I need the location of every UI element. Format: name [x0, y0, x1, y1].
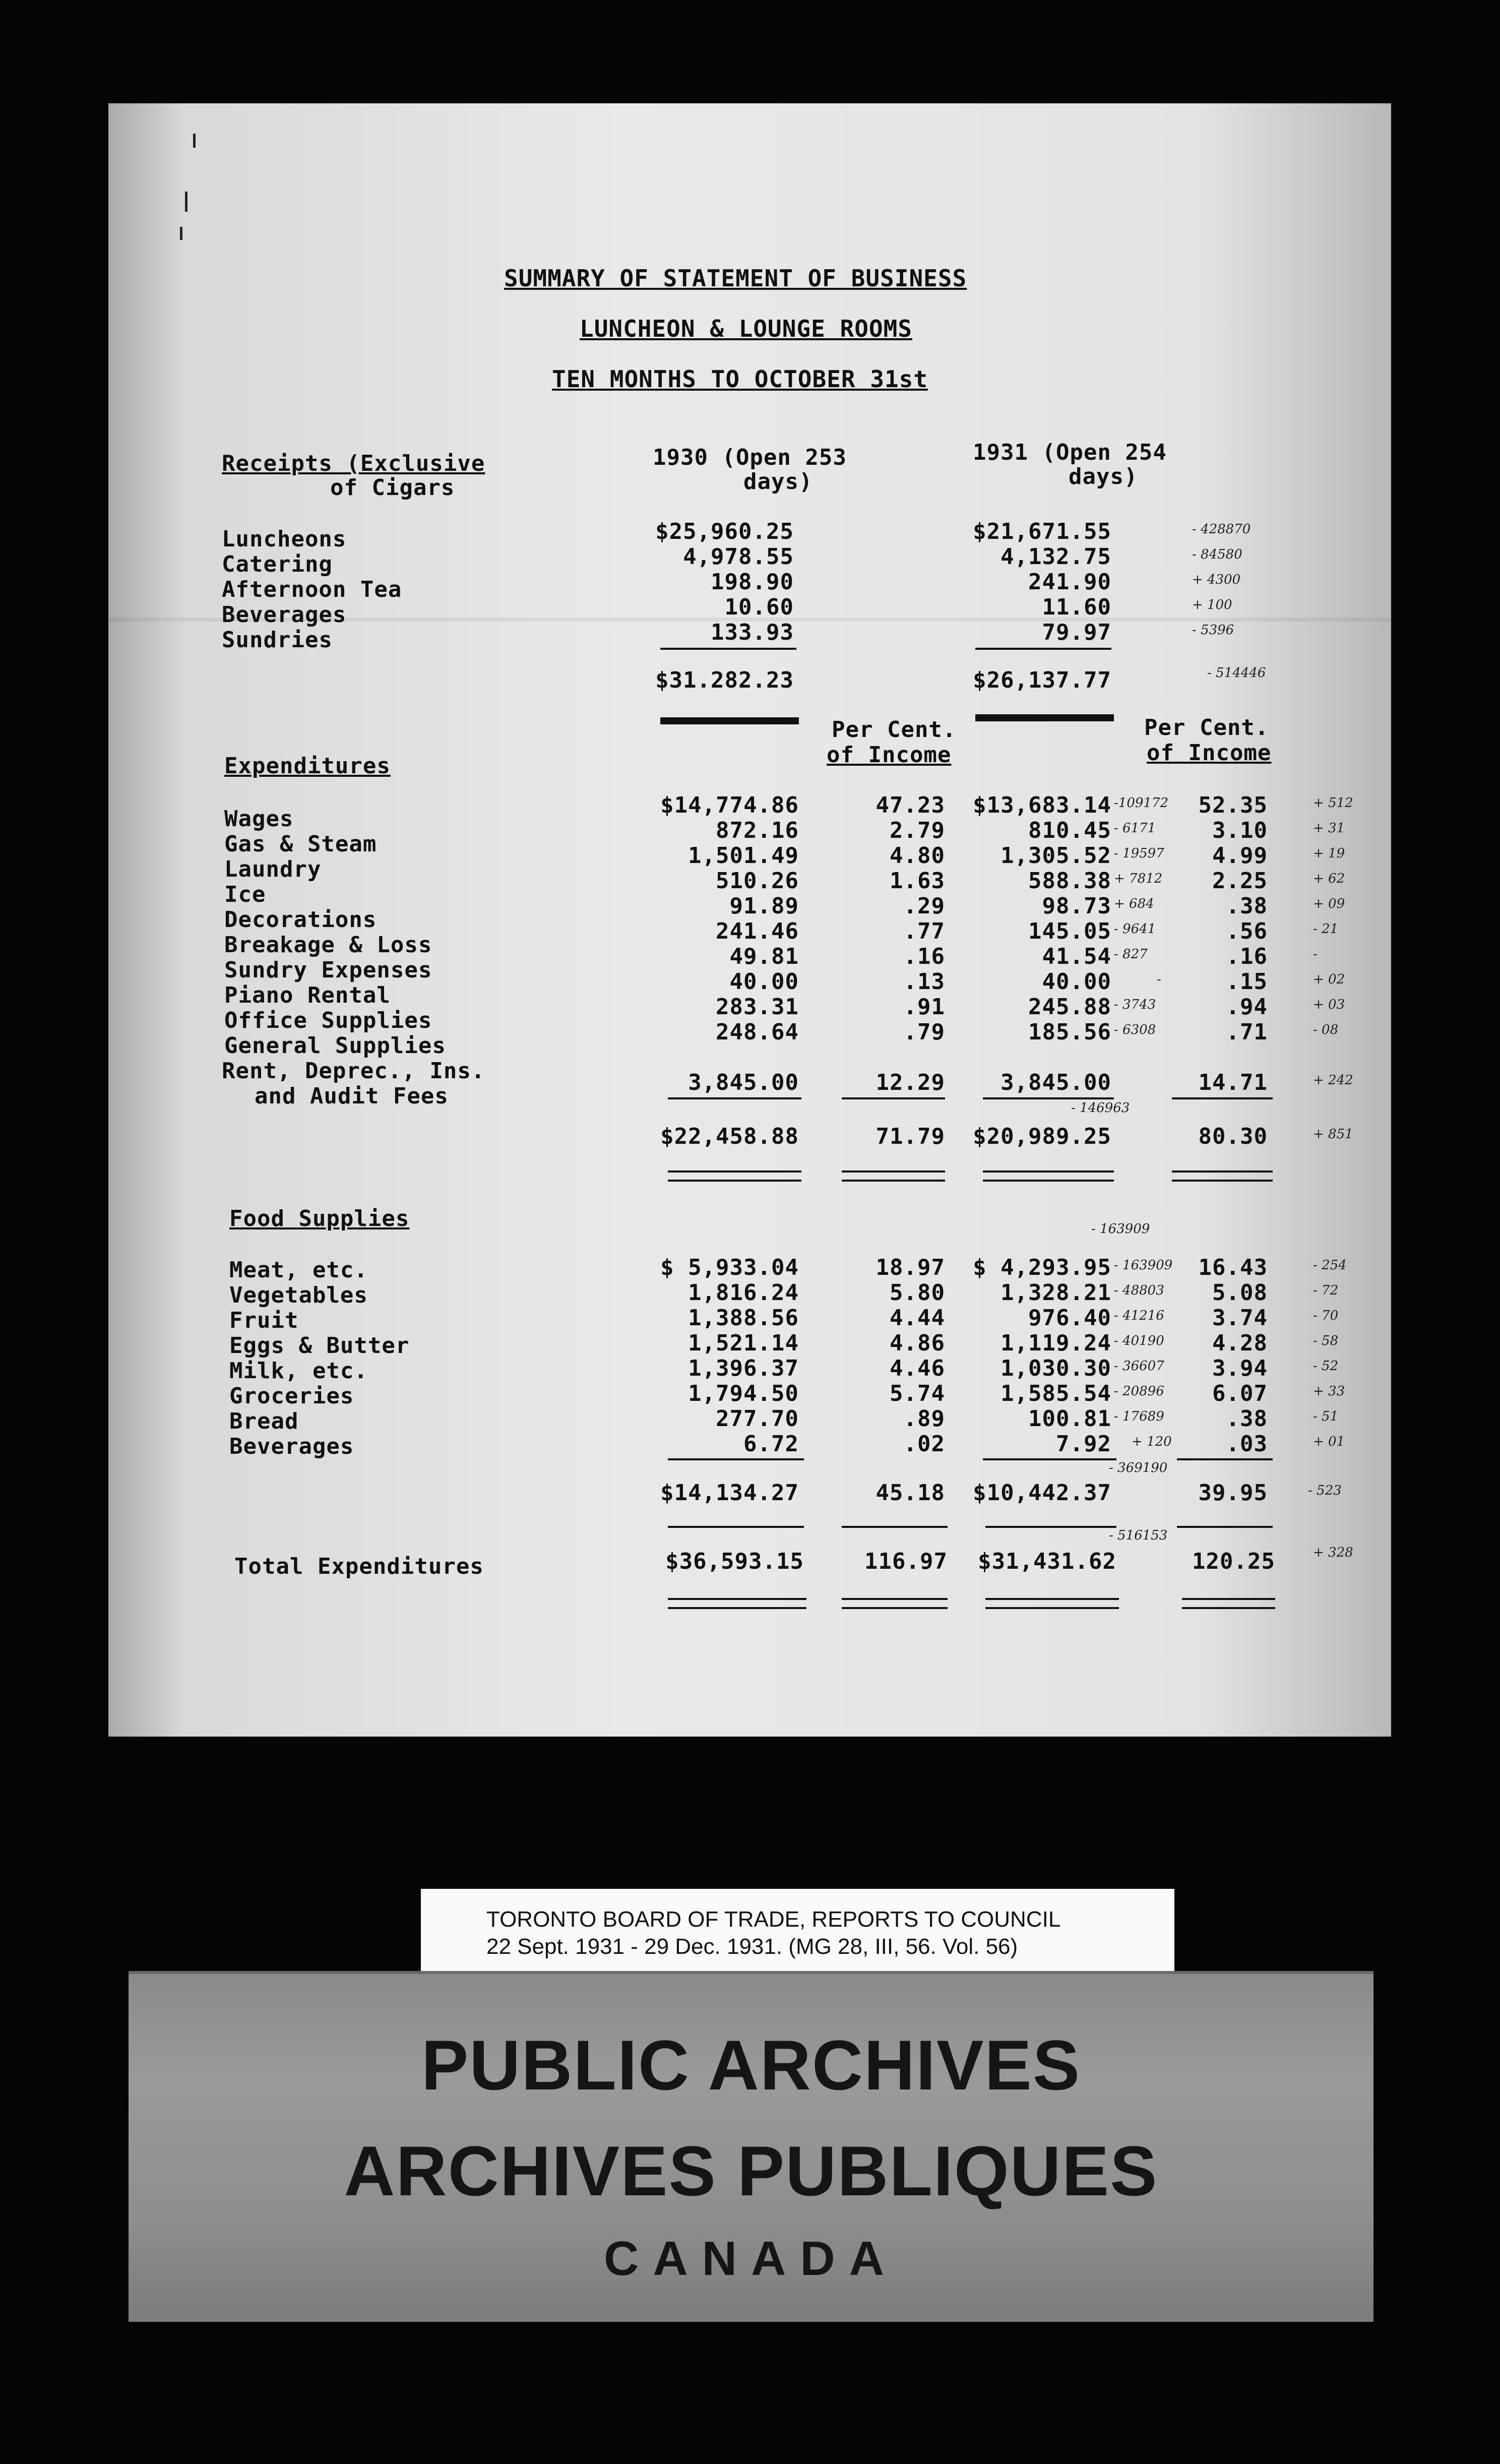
grand-total-rule: [842, 1598, 948, 1609]
expense-total-1930: $22,458.88: [660, 1124, 799, 1149]
grand-total-label: Total Expenditures: [234, 1554, 484, 1579]
food-1930: $ 5,933.04: [660, 1255, 799, 1280]
expense-label: Laundry: [224, 856, 322, 882]
receipt-1930: 10.60: [724, 594, 794, 620]
food-label: Milk, etc.: [229, 1358, 368, 1384]
expense-1930: 510.26: [716, 868, 799, 894]
food-note: - 163909: [1114, 1258, 1173, 1273]
food-change: - 254: [1313, 1258, 1347, 1273]
expense-label: Wages: [224, 806, 294, 832]
food-1931: 100.81: [1028, 1406, 1111, 1432]
food-1930: 1,521.14: [688, 1330, 799, 1356]
food-pct-1930: 4.86: [890, 1330, 945, 1356]
expense-total-1931: $20,989.25: [973, 1124, 1111, 1149]
expense-pct-1930: .13: [903, 969, 945, 995]
expense-change: + 242: [1313, 1073, 1353, 1088]
grand-total-note: - 516153: [1109, 1528, 1168, 1543]
expense-1931: 245.88: [1028, 994, 1111, 1020]
expense-pct-1930: .77: [903, 918, 945, 944]
food-note: - 17689: [1114, 1409, 1164, 1424]
expense-subtotal-rule: [1172, 1097, 1273, 1099]
expense-change: + 62: [1313, 871, 1345, 886]
food-pct-1930: 4.46: [890, 1356, 945, 1381]
expense-pct-1931: .15: [1226, 969, 1268, 995]
grand-total-pct-1931: 120.25: [1192, 1549, 1275, 1574]
punch-mark: [185, 192, 188, 212]
food-subtotal-rule: [983, 1458, 1116, 1460]
expense-1930: $14,774.86: [660, 792, 799, 818]
food-label: Beverages: [229, 1434, 354, 1459]
grand-total-rule: [985, 1598, 1119, 1609]
expense-change: + 851: [1313, 1127, 1353, 1142]
food-pct-1930: 4.44: [890, 1305, 945, 1331]
expense-1931: 40.00: [1042, 969, 1111, 995]
receipt-1931: 4,132.75: [1001, 544, 1111, 570]
expense-change: + 512: [1313, 795, 1353, 811]
food-pct-1931: .03: [1226, 1431, 1268, 1457]
food-note: + 120: [1132, 1434, 1172, 1449]
food-total-rule: [1177, 1526, 1273, 1528]
doc-title: SUMMARY OF STATEMENT OF BUSINESS: [504, 265, 967, 292]
food-1931: 1,328.21: [1001, 1280, 1111, 1306]
expenditures-heading: Expenditures: [224, 753, 391, 779]
archives-stamp: [129, 1971, 1373, 2322]
archive-caption: [421, 1889, 1174, 1980]
expense-note: -109172: [1114, 795, 1169, 811]
rent-note: - 146963: [1071, 1100, 1130, 1116]
food-pct-1931: 3.94: [1212, 1356, 1268, 1381]
expense-1930: 248.64: [716, 1019, 799, 1045]
food-total-1930: $14,134.27: [660, 1480, 799, 1506]
expense-1930: 3,845.00: [688, 1070, 799, 1095]
expense-1930: 49.81: [729, 944, 799, 969]
food-top-note: - 163909: [1091, 1221, 1150, 1237]
expense-label: Breakage & Loss: [224, 932, 432, 958]
receipt-label: Catering: [222, 551, 333, 577]
expense-note: + 7812: [1114, 871, 1163, 886]
expense-change: - 21: [1313, 921, 1339, 937]
food-change: - 58: [1313, 1333, 1339, 1348]
food-pct-1931: 4.28: [1212, 1330, 1268, 1356]
food-total-rule: [668, 1526, 804, 1528]
expense-1930: 1,501.49: [688, 843, 799, 869]
food-pct-1930: .89: [903, 1406, 945, 1432]
expense-note: - 6171: [1114, 821, 1156, 836]
food-change: - 523: [1308, 1483, 1342, 1498]
expense-note: + 684: [1114, 896, 1154, 911]
expense-pct-1930: .79: [903, 1019, 945, 1045]
document-page: [108, 103, 1391, 1737]
expense-label: Gas & Steam: [224, 831, 377, 857]
col-1931-header-2: days): [1069, 464, 1138, 489]
receipt-1931: 79.97: [1042, 620, 1111, 645]
grand-total-1930: $36,593.15: [665, 1549, 804, 1574]
expense-pct-1930: 1.63: [890, 868, 945, 894]
col-1930-header-2: days): [743, 469, 813, 495]
punch-mark: [193, 134, 196, 148]
pct-header-1930: Per Cent.: [832, 717, 957, 743]
food-1930: 1,396.37: [688, 1356, 799, 1381]
expense-1931: 98.73: [1042, 893, 1111, 919]
expense-1930: 241.46: [716, 918, 799, 944]
receipts-heading-2: of Cigars: [330, 475, 455, 501]
food-label: Vegetables: [229, 1282, 368, 1308]
expense-change: + 31: [1313, 821, 1345, 836]
food-subtotal-rule: [668, 1458, 804, 1460]
food-note: - 41216: [1114, 1308, 1164, 1323]
expense-label: Office Supplies: [224, 1008, 432, 1033]
receipts-total-note: - 514446: [1207, 665, 1266, 681]
receipt-label: Beverages: [222, 602, 347, 628]
receipts-total-1931: $26,137.77: [973, 667, 1111, 693]
food-total-pct-1930: 45.18: [876, 1480, 945, 1506]
expense-note: - 19597: [1114, 846, 1164, 861]
food-pct-1931: .38: [1226, 1406, 1268, 1432]
food-label: Eggs & Butter: [229, 1333, 410, 1359]
archive-caption-line: TORONTO BOARD OF TRADE, REPORTS TO COUNCIL: [486, 1907, 1061, 1932]
expense-1931: 41.54: [1042, 944, 1111, 969]
receipt-1931: 11.60: [1042, 594, 1111, 620]
grand-total-pct-1930: 116.97: [864, 1549, 948, 1574]
expense-1931: 588.38: [1028, 868, 1111, 894]
receipt-label: Luncheons: [222, 526, 347, 552]
receipts-total-1930: $31.282.23: [655, 667, 794, 693]
expense-change: + 19: [1313, 846, 1345, 861]
expense-label: General Supplies: [224, 1033, 446, 1059]
food-change: - 72: [1313, 1283, 1339, 1298]
expense-change: - 08: [1313, 1022, 1339, 1037]
food-note: - 20896: [1114, 1384, 1164, 1399]
receipt-1931: 241.90: [1028, 569, 1111, 595]
food-note: - 40190: [1114, 1333, 1164, 1348]
expense-total-rule: [1172, 1171, 1273, 1182]
expense-change: + 09: [1313, 896, 1345, 911]
expense-total-pct-1930: 71.79: [876, 1124, 945, 1149]
food-sub-note: - 369190: [1109, 1460, 1168, 1475]
expense-note: - 827: [1114, 947, 1148, 962]
expense-1930: 40.00: [729, 969, 799, 995]
expense-pct-1931: 3.10: [1212, 818, 1268, 843]
food-pct-1930: 18.97: [876, 1255, 945, 1280]
expense-pct-1931: .16: [1226, 944, 1268, 969]
receipts-subtotal-rule: [975, 648, 1111, 650]
expense-pct-1931: 2.25: [1212, 868, 1268, 894]
expense-1931: $13,683.14: [973, 792, 1111, 818]
receipt-1931: $21,671.55: [973, 519, 1111, 544]
food-1931: 976.40: [1028, 1305, 1111, 1331]
food-pct-1931: 3.74: [1212, 1305, 1268, 1331]
expense-change: + 02: [1313, 972, 1345, 987]
food-label: Fruit: [229, 1308, 299, 1333]
food-change: + 01: [1313, 1434, 1345, 1449]
receipt-label: Sundries: [222, 627, 333, 653]
food-change: - 70: [1313, 1308, 1339, 1323]
expense-pct-1931: 14.71: [1198, 1070, 1268, 1095]
food-pct-1930: 5.74: [890, 1381, 945, 1406]
expense-1930: 872.16: [716, 818, 799, 843]
stamp-line-country: CANADA: [604, 2232, 898, 2286]
receipt-note: + 100: [1192, 597, 1232, 612]
expense-1931: 810.45: [1028, 818, 1111, 843]
expense-1930: 283.31: [716, 994, 799, 1020]
food-note: - 48803: [1114, 1283, 1164, 1298]
expense-label-2: and Audit Fees: [255, 1083, 449, 1109]
receipt-1930: $25,960.25: [655, 519, 794, 544]
expense-pct-1930: .91: [903, 994, 945, 1020]
pct-header-1931: Per Cent.: [1144, 715, 1269, 741]
expense-pct-1931: 52.35: [1198, 792, 1268, 818]
food-1931: 1,585.54: [1001, 1381, 1111, 1406]
doc-subtitle: LUNCHEON & LOUNGE ROOMS: [580, 315, 912, 342]
grand-total-change: + 328: [1313, 1545, 1353, 1560]
food-pct-1930: 5.80: [890, 1280, 945, 1306]
receipt-1930: 198.90: [711, 569, 794, 595]
food-pct-1930: .02: [903, 1431, 945, 1457]
expense-change: + 03: [1313, 997, 1345, 1012]
expense-subtotal-rule: [983, 1097, 1114, 1099]
food-1930: 1,794.50: [688, 1381, 799, 1406]
expense-1930: 91.89: [729, 893, 799, 919]
expense-label: Sundry Expenses: [224, 957, 432, 983]
punch-mark: [180, 227, 182, 240]
expense-1931: 185.56: [1028, 1019, 1111, 1045]
food-subtotal-rule: [1177, 1458, 1273, 1460]
food-total-pct-1931: 39.95: [1198, 1480, 1268, 1506]
expense-pct-1931: .38: [1226, 893, 1268, 919]
grand-total-rule: [1182, 1598, 1275, 1609]
expense-pct-1930: 47.23: [876, 792, 945, 818]
expense-note: - 9641: [1114, 921, 1156, 937]
expense-total-pct-1931: 80.30: [1198, 1124, 1268, 1149]
expense-note: - 6308: [1114, 1022, 1156, 1037]
expense-total-rule: [668, 1171, 801, 1182]
expense-note: - 3743: [1114, 997, 1156, 1012]
expense-note: -: [1157, 972, 1161, 987]
food-total-1931: $10,442.37: [973, 1480, 1111, 1506]
receipt-note: - 5396: [1192, 623, 1234, 638]
expense-label: Piano Rental: [224, 982, 391, 1008]
expense-pct-1931: .94: [1226, 994, 1268, 1020]
food-pct-1931: 6.07: [1212, 1381, 1268, 1406]
col-1930-header: 1930 (Open 253: [653, 445, 847, 470]
expense-pct-1930: .29: [903, 893, 945, 919]
food-1930: 1,388.56: [688, 1305, 799, 1331]
pct-header-1931-2: of Income: [1147, 740, 1272, 766]
expense-subtotal-rule: [842, 1097, 945, 1099]
expense-total-rule: [842, 1171, 945, 1182]
receipt-note: - 428870: [1192, 522, 1251, 537]
expense-pct-1930: 12.29: [876, 1070, 945, 1095]
expense-change: -: [1313, 947, 1318, 962]
receipt-1930: 4,978.55: [683, 544, 794, 570]
food-1930: 6.72: [743, 1431, 799, 1457]
col-1931-header: 1931 (Open 254: [973, 440, 1167, 465]
expense-1931: 145.05: [1028, 918, 1111, 944]
archive-caption-line: 22 Sept. 1931 - 29 Dec. 1931. (MG 28, III, 56. Vol. 56): [486, 1934, 1018, 1959]
stamp-line-french: ARCHIVES PUBLIQUES: [344, 2131, 1158, 2210]
doc-period: TEN MONTHS TO OCTOBER 31st: [552, 365, 928, 393]
grand-total-rule: [668, 1598, 806, 1609]
food-change: - 52: [1313, 1359, 1339, 1374]
food-1931: 1,030.30: [1001, 1356, 1111, 1381]
expense-pct-1931: .56: [1226, 918, 1268, 944]
receipt-label: Afternoon Tea: [222, 577, 402, 602]
food-1930: 277.70: [716, 1406, 799, 1432]
stamp-line-english: PUBLIC ARCHIVES: [421, 2025, 1081, 2105]
expense-pct-1931: 4.99: [1212, 843, 1268, 869]
receipts-total-rule: [660, 717, 799, 724]
expense-pct-1930: 4.80: [890, 843, 945, 869]
food-1931: $ 4,293.95: [973, 1255, 1111, 1280]
food-change: + 33: [1313, 1384, 1345, 1399]
food-1931: 1,119.24: [1001, 1330, 1111, 1356]
expense-label: Ice: [224, 882, 266, 907]
receipt-note: + 4300: [1192, 572, 1241, 587]
grand-total-1931: $31,431.62: [978, 1549, 1116, 1574]
expense-pct-1930: 2.79: [890, 818, 945, 843]
food-total-rule: [985, 1526, 1116, 1528]
expense-subtotal-rule: [668, 1097, 801, 1099]
expense-total-rule: [983, 1171, 1114, 1182]
receipts-heading: Receipts (Exclusive: [222, 451, 485, 476]
expense-pct-1931: .71: [1226, 1019, 1268, 1045]
receipts-subtotal-rule: [660, 648, 796, 650]
food-1931: 7.92: [1056, 1431, 1111, 1457]
food-label: Bread: [229, 1408, 299, 1434]
food-pct-1931: 5.08: [1212, 1280, 1268, 1306]
food-heading: Food Supplies: [229, 1206, 410, 1231]
food-change: - 51: [1313, 1409, 1339, 1424]
food-1930: 1,816.24: [688, 1280, 799, 1306]
pct-header-1930-2: of Income: [827, 742, 952, 768]
expense-label: Rent, Deprec., Ins.: [222, 1058, 485, 1084]
food-total-rule: [842, 1526, 948, 1528]
expense-label: Decorations: [224, 907, 377, 933]
receipt-1930: 133.93: [711, 620, 794, 645]
expense-1931: 3,845.00: [1001, 1070, 1111, 1095]
food-note: - 36607: [1114, 1359, 1164, 1374]
food-label: Groceries: [229, 1383, 354, 1409]
food-label: Meat, etc.: [229, 1257, 368, 1283]
receipt-note: - 84580: [1192, 547, 1242, 562]
receipts-total-rule: [975, 714, 1114, 721]
expense-pct-1930: .16: [903, 944, 945, 969]
food-pct-1931: 16.43: [1198, 1255, 1268, 1280]
expense-1931: 1,305.52: [1001, 843, 1111, 869]
